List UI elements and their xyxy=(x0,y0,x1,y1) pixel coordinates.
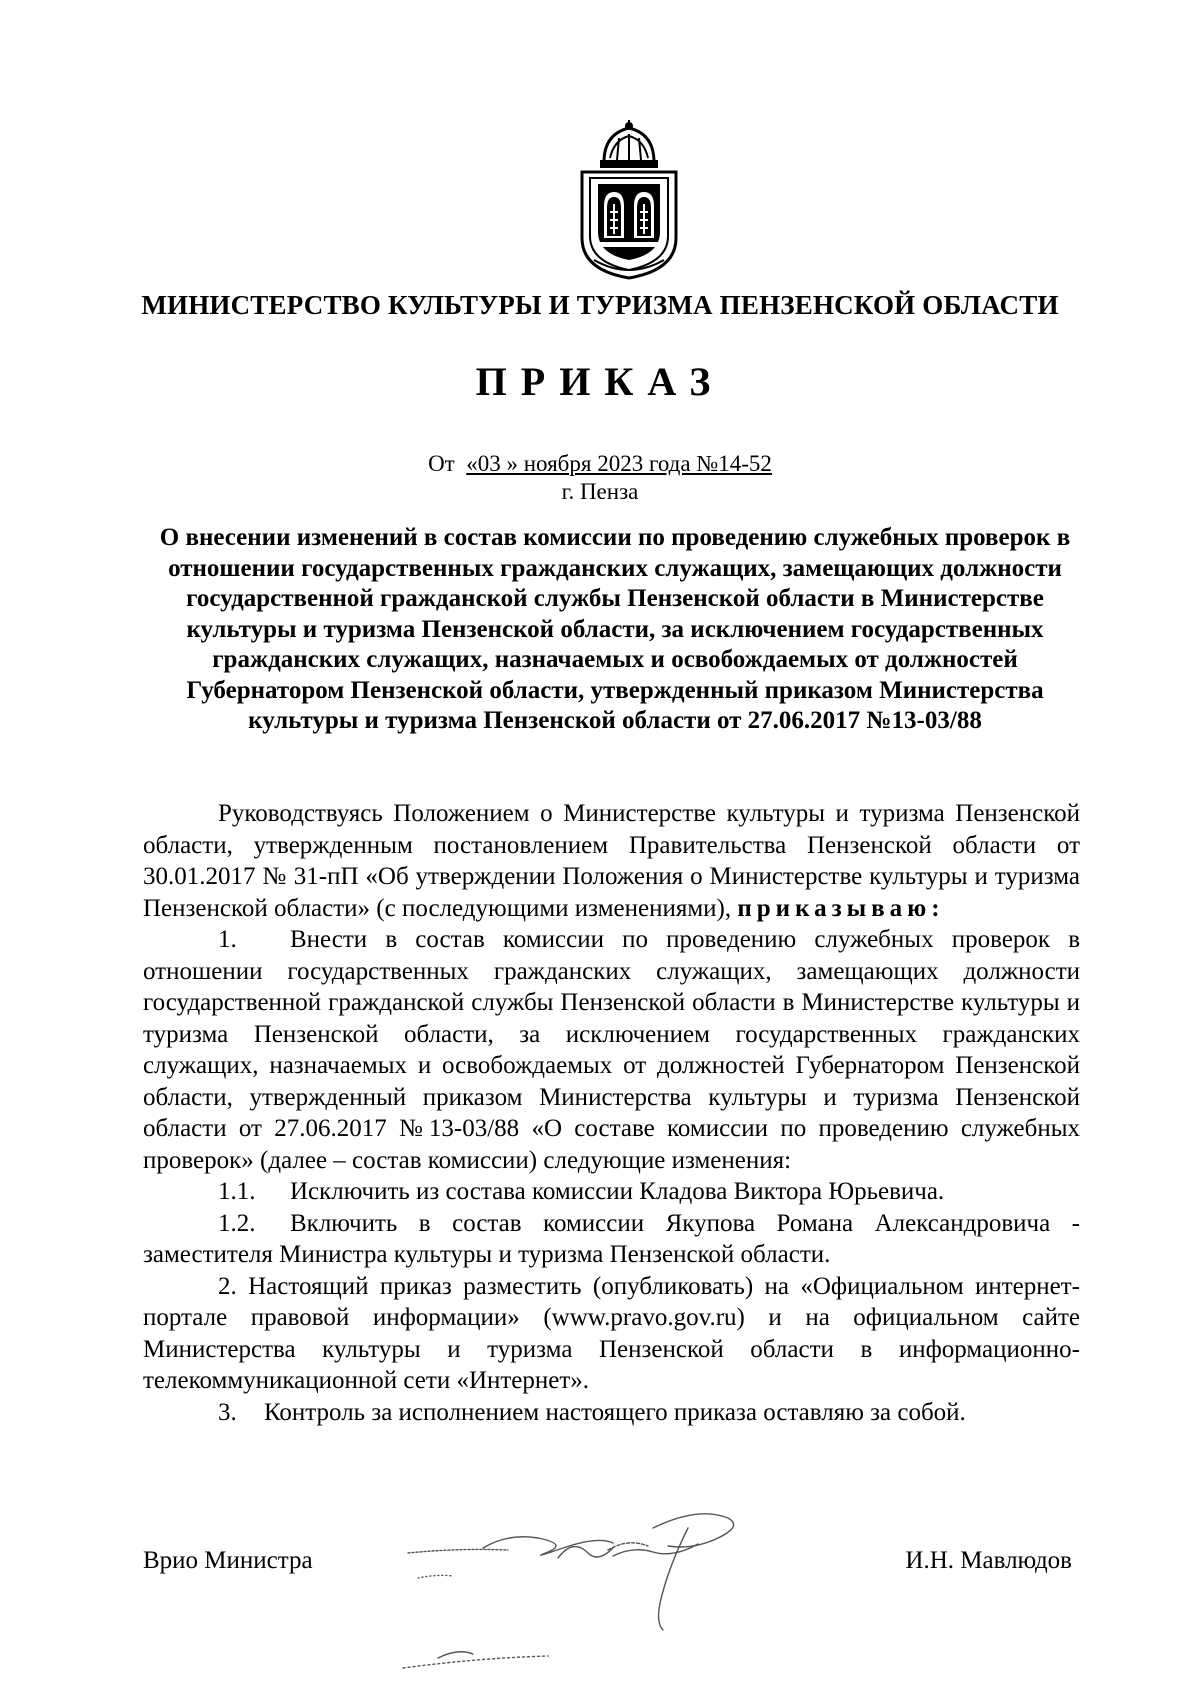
item-1-number: 1. xyxy=(218,926,237,953)
item-1-2-text: Включить в состав комиссии Якупова Романа Александровича - заместителя Министра культуры и туризма Пензенской области. xyxy=(143,1209,1080,1268)
item-1-1-number: 1.1. xyxy=(218,1178,256,1205)
order-word: приказываю: xyxy=(737,894,945,922)
item-3 xyxy=(143,1397,1080,1429)
item-2 xyxy=(143,1271,1080,1397)
order-body xyxy=(143,798,1080,1428)
order-title: О внесении изменений в состав комиссии по проведению служебных проверок в отношении государственных гражданских служащих, замещающих должности государственной гражданской службы Пензенской области в Министерстве культуры и туризма Пензенской области, за исключением государственных гражданских служащих, назначаемых и освобождаемых от должностей Губернатором Пензенской области, утвержденный приказом Министерства культуры и туризма Пензенской области от 27.06.2017 №13-03/88 xyxy=(159,524,1071,734)
document-type: ПРИКАЗ xyxy=(475,359,725,404)
item-1-1 xyxy=(143,1176,1080,1208)
coat-of-arms-icon xyxy=(574,120,684,280)
item-3-number: 3. xyxy=(218,1398,237,1426)
order-date-number: «03 » ноября 2023 года №14-52 xyxy=(466,451,772,476)
signatory-role: Врио Министра xyxy=(143,1547,313,1574)
handwritten-signature-icon xyxy=(398,1508,818,1678)
preamble-paragraph xyxy=(143,798,1080,924)
item-3-text: Контроль за исполнением настоящего приказа оставляю за собой. xyxy=(264,1398,966,1426)
preamble-text: Руководствуясь Положением о Министерстве культуры и туризма Пензенской области, утвержденным постановлением Правительства Пензенской области от 30.01.2017 № 31-пП «Об утверждении Положения о Министерстве культуры и туризма Пензенской области» (с последующими изменениями), xyxy=(143,800,1080,922)
order-date-line xyxy=(0,451,1200,477)
item-1-1-text: Исключить из состава комиссии Кладова Виктора Юрьевича. xyxy=(290,1178,945,1205)
item-1-2-number: 1.2. xyxy=(218,1209,256,1237)
city: г. Пенза xyxy=(561,479,639,504)
item-1-text: Внести в состав комиссии по проведению служебных проверок в отношении государственных гражданских служащих, замещающих должности государственной гражданской службы Пензенской области в Министерстве культуры и туризма Пензенской области, за исключением государственных гражданских служащих, назначаемых и освобождаемых от должностей Губернатором Пензенской области, утвержденный приказом Министерства культуры и туризма Пензенской области от 27.06.2017 №13-03/88 «О составе комиссии по проведению служебных проверок» (далее – состав комиссии) следующие изменения: xyxy=(143,926,1080,1174)
signatory-name: И.Н. Мавлюдов xyxy=(905,1547,1072,1574)
ministry-name: МИНИСТЕРСТВО КУЛЬТУРЫ И ТУРИЗМА ПЕНЗЕНСКОЙ ОБЛАСТИ xyxy=(141,290,1059,320)
item-1 xyxy=(143,924,1080,1176)
item-2-text: 2. Настоящий приказ разместить (опубликовать) на «Официальном интернет-портале правовой информации» (www.pravo.gov.ru) и на официальном сайте Министерства культуры и туризма Пензенской области в информационно-телекоммуникационной сети «Интернет». xyxy=(143,1272,1080,1394)
item-1-2 xyxy=(143,1208,1080,1271)
date-prefix: От xyxy=(428,451,455,476)
